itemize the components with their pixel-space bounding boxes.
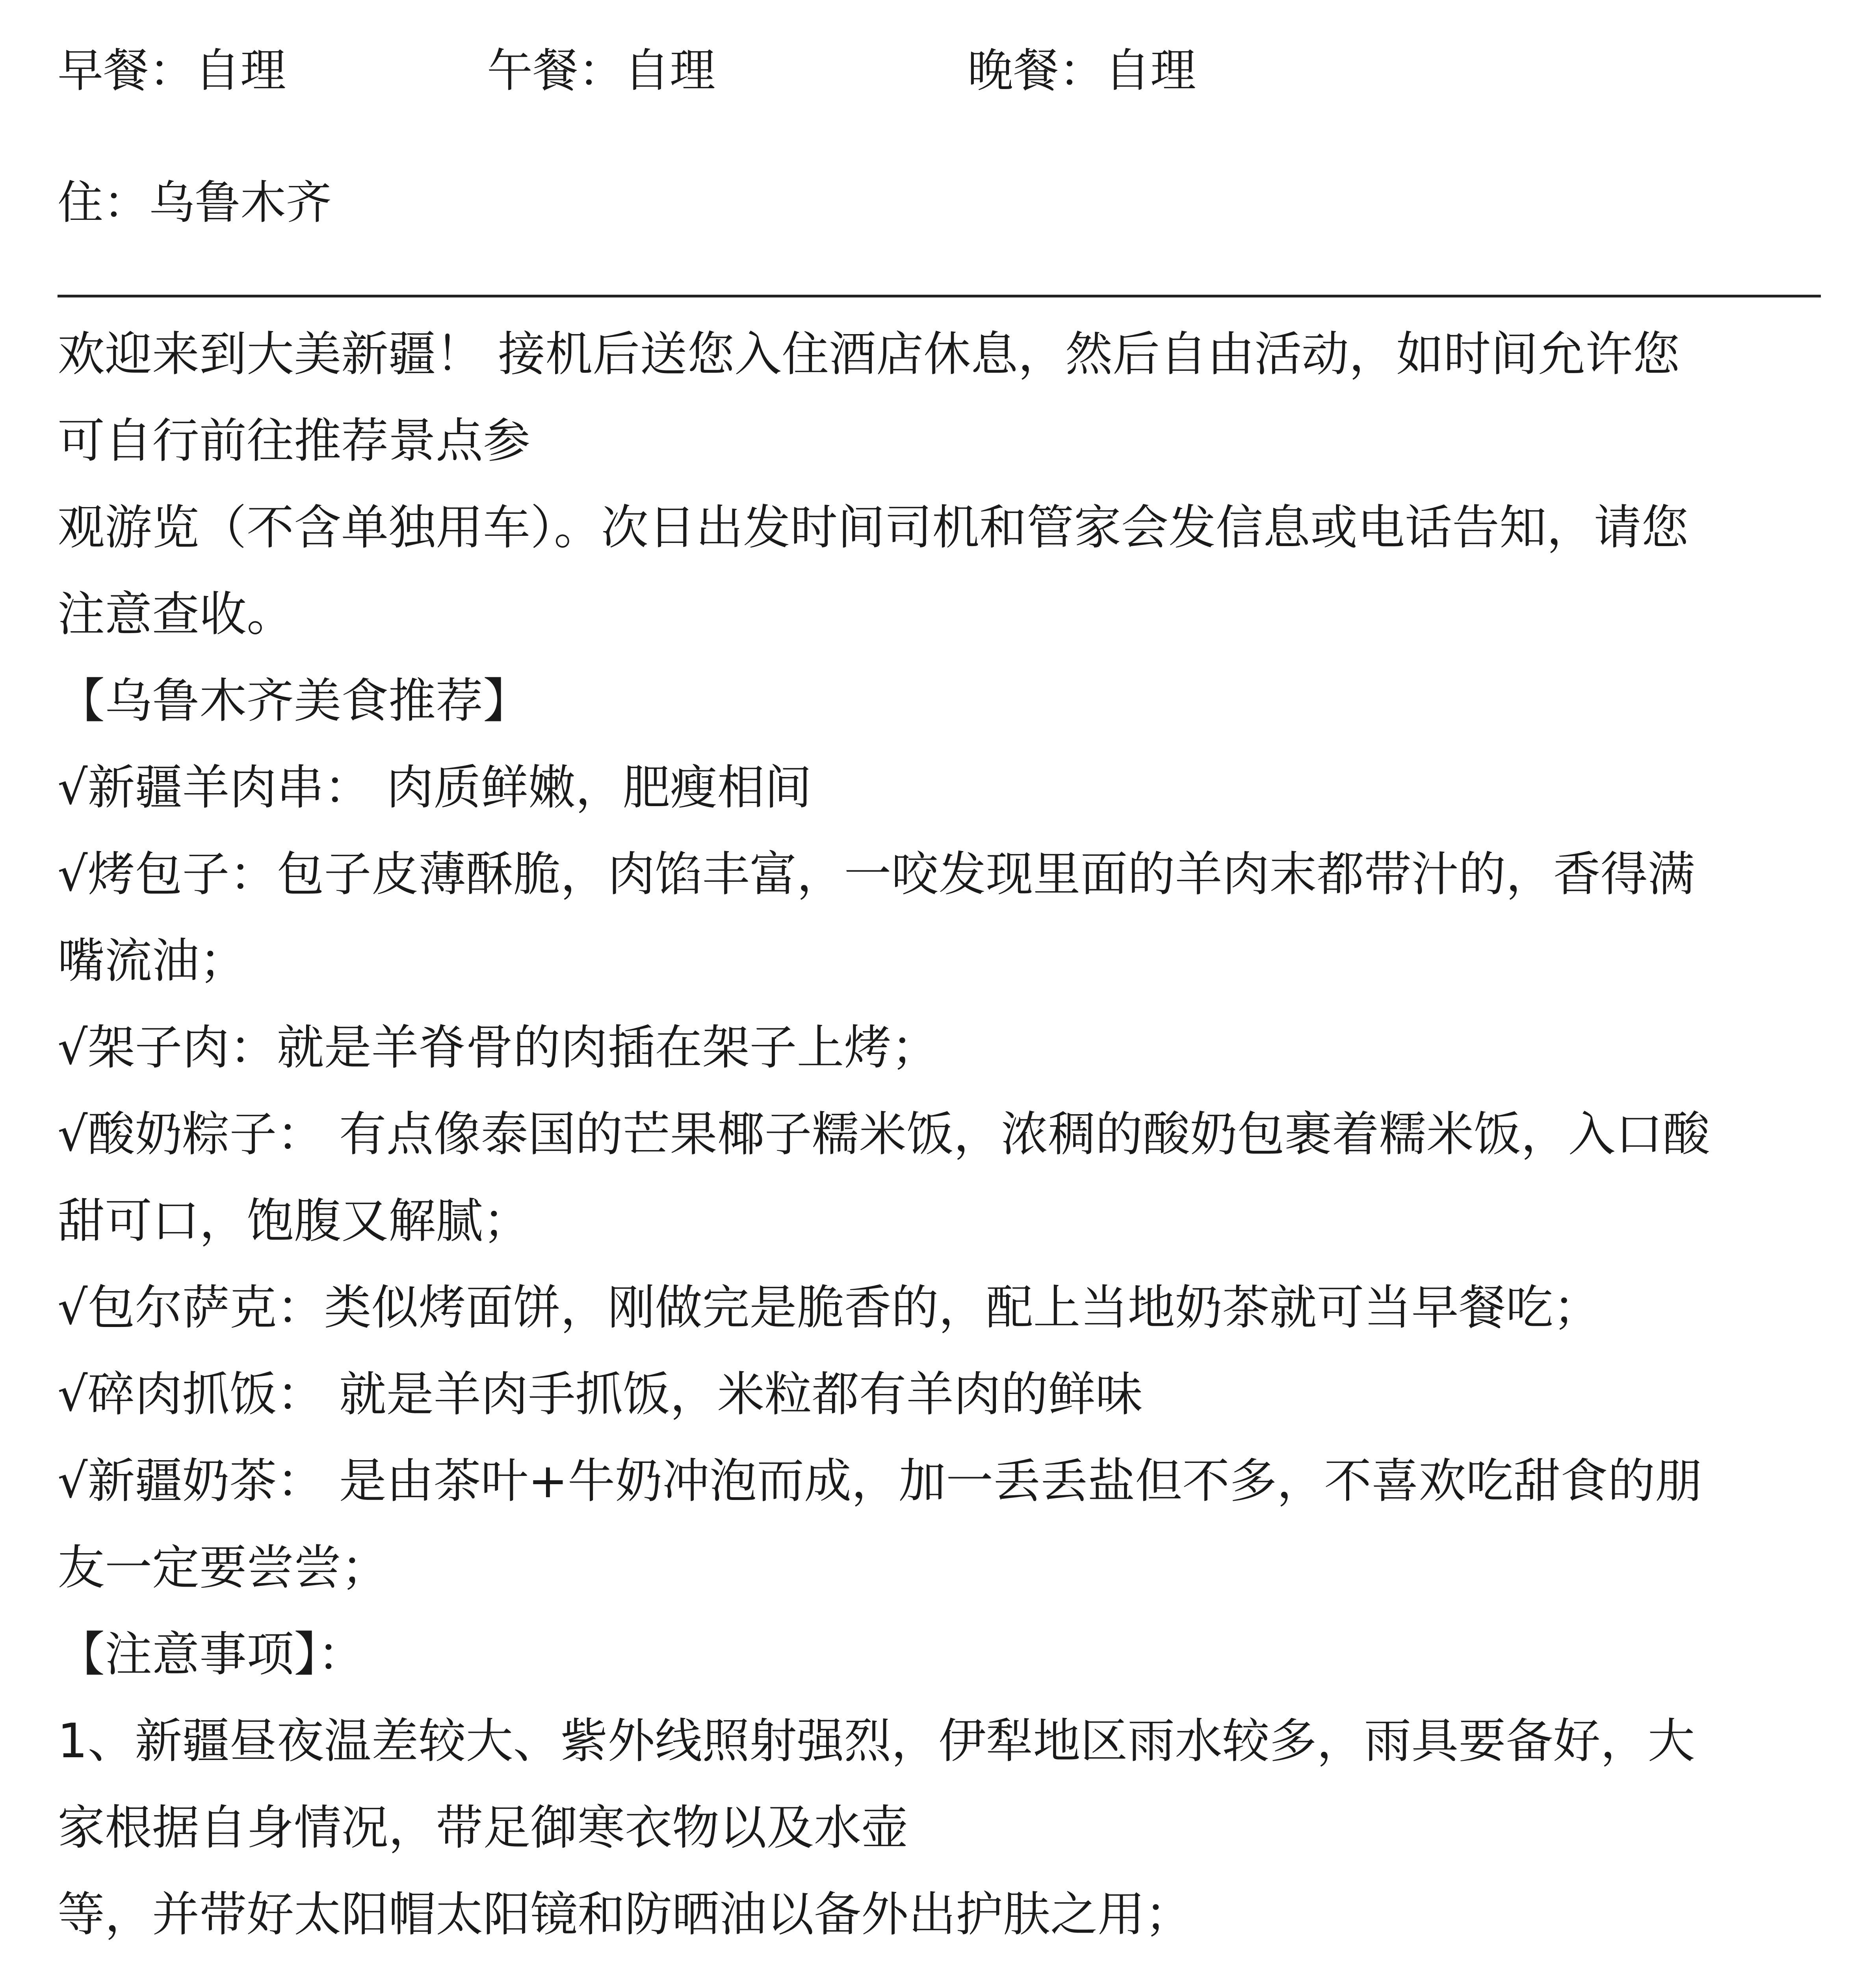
divider-line <box>58 295 1821 297</box>
note-item <box>58 1958 1826 1970</box>
lunch-text: 午餐：自理 <box>487 44 715 97</box>
body-line: 注意查收。 <box>58 587 294 642</box>
food-item: 甜可口，饱腹又解腻； <box>58 1194 530 1249</box>
itinerary-body <box>58 311 1826 1970</box>
note-item: 等，并带好太阳帽太阳镜和防晒油以备外出护肤之用； <box>58 1887 1192 1942</box>
breakfast-text: 早餐：自理 <box>58 44 286 97</box>
body-line: 可自行前往推荐景点参 <box>58 414 530 468</box>
accommodation-text: 住：乌鲁木齐 <box>58 176 332 229</box>
food-item: √新疆奶茶： 是由茶叶+牛奶冲泡而成，加一丢丢盐但不多，不喜欢吃甜食的朋 <box>58 1454 1703 1509</box>
food-item: √包尔萨克：类似烤面饼，刚做完是脆香的，配上当地奶茶就可当早餐吃； <box>58 1280 1601 1335</box>
food-item: 友一定要尝尝； <box>58 1541 388 1595</box>
food-item: √架子肉：就是羊脊骨的肉插在架子上烤； <box>58 1020 939 1075</box>
dinner-text: 晚餐：自理 <box>968 44 1196 97</box>
food-item: √酸奶粽子： 有点像泰国的芒果椰子糯米饭，浓稠的酸奶包裹着糯米饭，入口酸 <box>58 1107 1710 1162</box>
body-line: 观游览（不含单独用车）。次日出发时间司机和管家会发信息或电话告知，请您 <box>58 500 1688 555</box>
meals-row <box>58 41 1318 100</box>
section-heading-food: 【乌鲁木齐美食推荐】 <box>58 674 530 729</box>
note-item: 1、新疆昼夜温差较大、紫外线照射强烈，伊犁地区雨水较多，雨具要备好，大 <box>58 1714 1695 1769</box>
food-item: √碎肉抓饭： 就是羊肉手抓饭，米粒都有羊肉的鲜味 <box>58 1367 1143 1422</box>
body-line: 欢迎来到大美新疆！ 接机后送您入住酒店休息，然后自由活动，如时间允许您 <box>58 327 1680 382</box>
food-item: √烤包子：包子皮薄酥脆，肉馅丰富，一咬发现里面的羊肉末都带汁的，香得满 <box>58 847 1695 902</box>
note-item: 家根据自身情况，带足御寒衣物以及水壶 <box>58 1801 908 1855</box>
section-heading-notes: 【注意事项】： <box>58 1627 365 1682</box>
food-item: √新疆羊肉串： 肉质鲜嫩，肥瘦相间 <box>58 760 812 815</box>
food-item: 嘴流油； <box>58 934 247 989</box>
